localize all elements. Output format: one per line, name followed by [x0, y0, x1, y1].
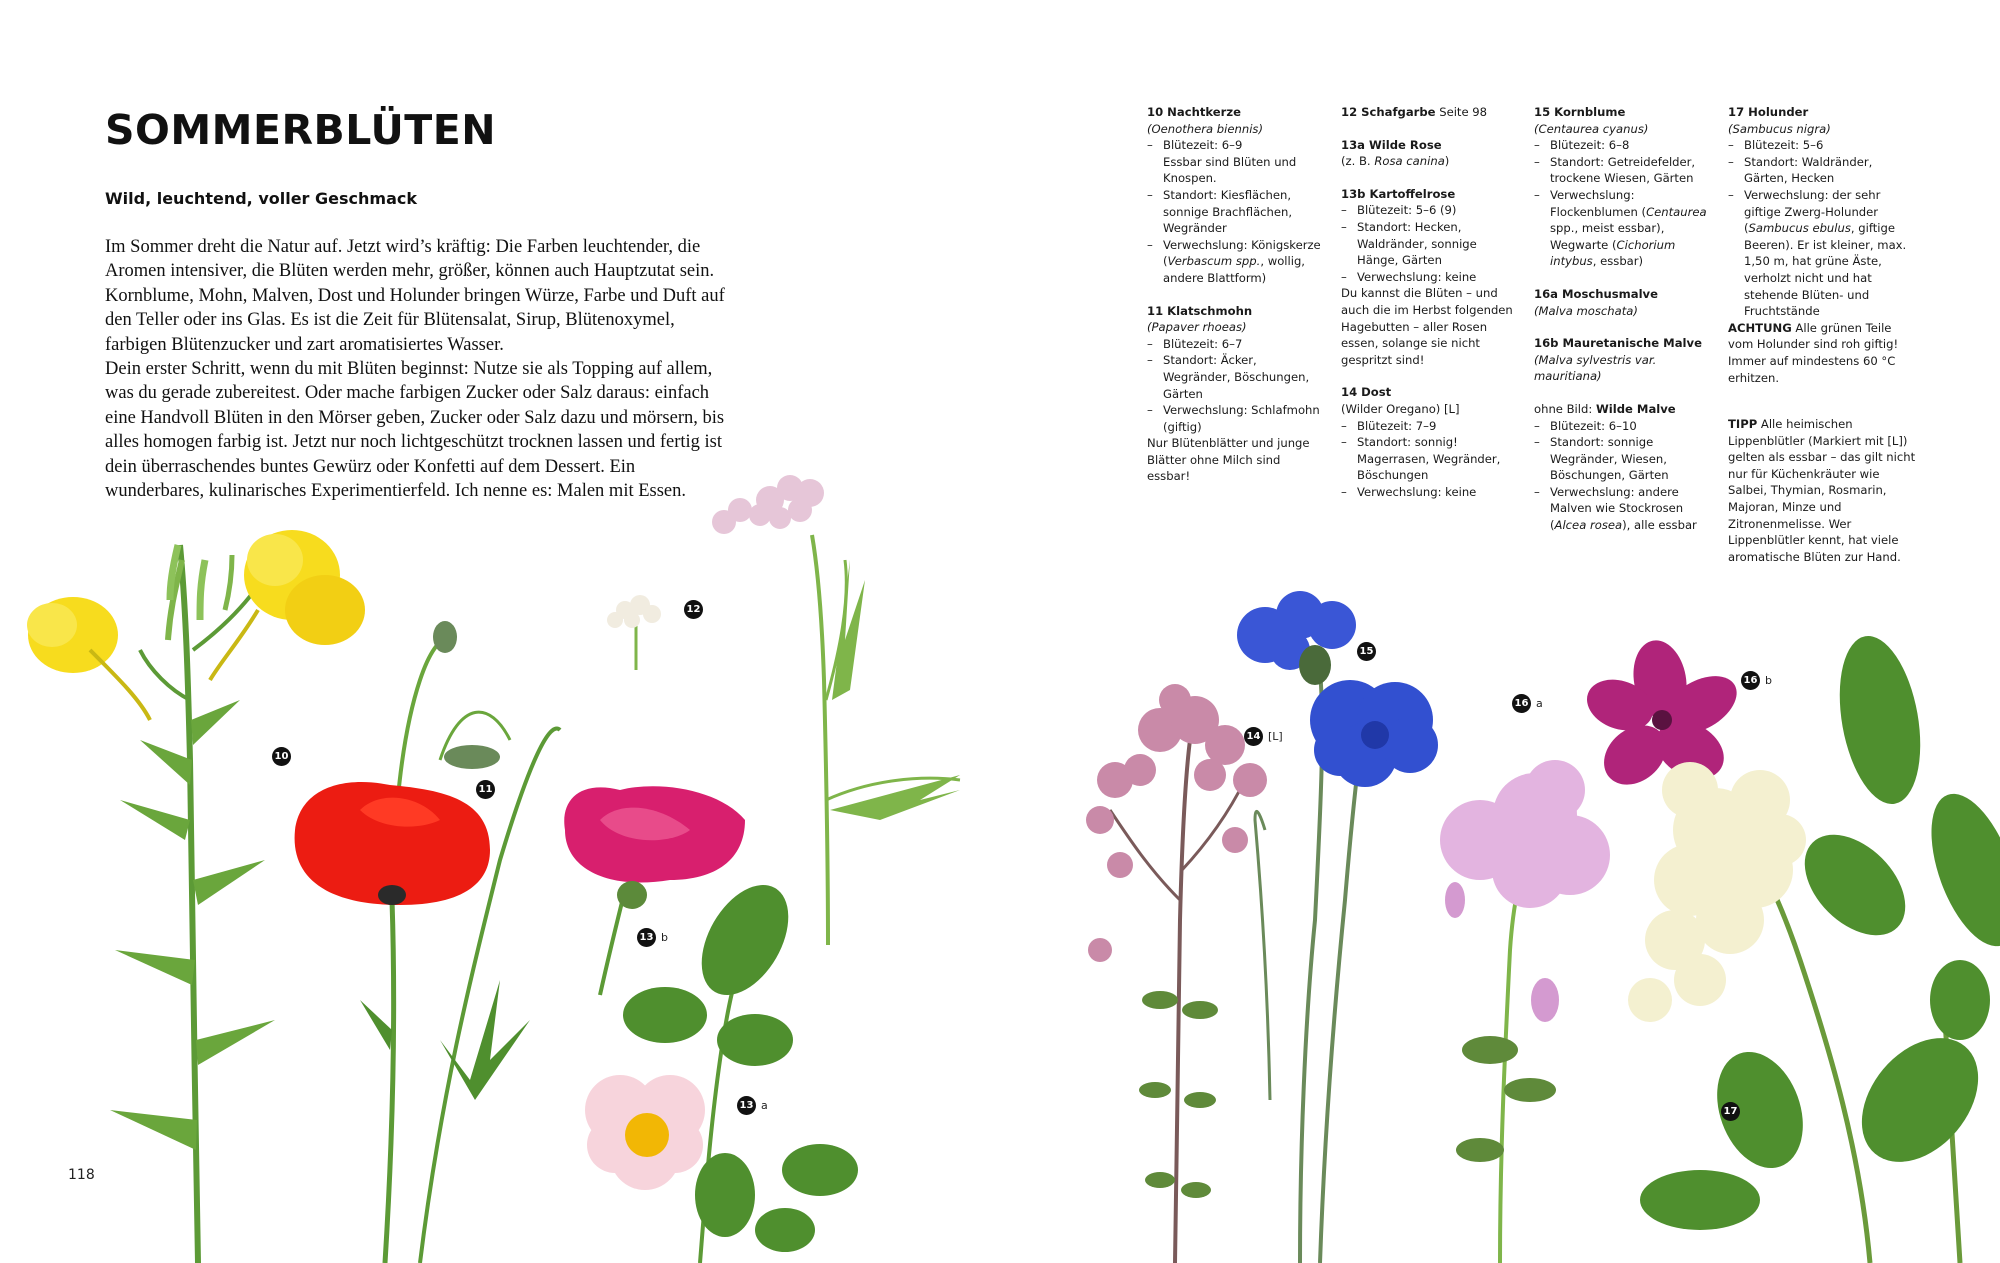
bullet-text: Verwechslung: der sehr giftige Zwerg-Holunder ( [1744, 187, 1881, 236]
entry-name: 16b Mauretanische Malve [1534, 336, 1702, 351]
page-subtitle: Wild, leuchtend, voller Geschmack [105, 189, 417, 208]
entry-dost [1341, 384, 1521, 500]
cornflower-illustration [1237, 591, 1438, 1263]
entry-bullet: – Blütezeit: 7–9 [1341, 418, 1521, 435]
bullet-text: Essbar sind Blüten und Knospen. [1163, 154, 1297, 186]
marker-16b [1741, 671, 1772, 690]
entry-latin: (Malva moschata) [1534, 303, 1638, 318]
marker-15 [1357, 642, 1376, 661]
entry-bullet: – Verwechslung: Schlafmohn (giftig) [1147, 402, 1327, 435]
entry-name: 17 Holunder [1728, 105, 1809, 119]
marker-number: 11 [476, 780, 495, 799]
bullet-text: , giftige Beeren). Er ist kleiner, max. 1,50 m, hat grüne Äste, verholzt nicht und hat stehende Blüten- und Fruchtstände [1744, 221, 1907, 319]
entry-bullet: – Blütezeit: 5–6 [1728, 137, 1918, 154]
entry-latin: (Centaurea cyanus) [1534, 121, 1649, 136]
entry-kartoffelrose [1341, 186, 1521, 369]
tip-box [1728, 416, 1918, 565]
warning-note [1728, 320, 1918, 386]
marker-number: 16 [1512, 694, 1531, 713]
marker-suffix: b [1765, 674, 1772, 687]
oregano-illustration [1086, 684, 1270, 1263]
evening-primrose-illustration [27, 530, 365, 1263]
marker-17 [1721, 1102, 1740, 1121]
entry-bullet: – Blütezeit: 6–7 [1147, 336, 1327, 353]
plant-info-column-1 [1147, 104, 1327, 501]
entry-name: 16a Moschusmalve [1534, 286, 1658, 301]
marker-number: 15 [1357, 642, 1376, 661]
marker-suffix: [L] [1268, 730, 1283, 743]
marker-11 [476, 780, 495, 799]
entry-name: 15 Kornblume [1534, 105, 1626, 119]
bullet-text: Blütezeit: 6–9 [1163, 138, 1243, 153]
entry-nachtkerze [1147, 104, 1327, 287]
entry-name: 10 Nachtkerze [1147, 105, 1241, 119]
entry-prefix: ohne Bild: [1534, 401, 1596, 416]
entry-bullet: – Standort: sonnige Wegränder, Wiesen, Böschungen, Gärten [1534, 434, 1714, 484]
plant-info-column-4 [1728, 104, 1918, 581]
marker-number: 16 [1741, 671, 1760, 690]
entry-wilde-malve [1534, 401, 1714, 534]
entry-bullet [1728, 187, 1918, 320]
entry-subtitle: (Wilder Oregano) [L] [1341, 401, 1460, 416]
page-reference: Seite 98 [1439, 105, 1488, 119]
entry-klatschmohn [1147, 303, 1327, 486]
entry-bullet: – Standort: Waldränder, Gärten, Hecken [1728, 154, 1918, 187]
plant-info-column-2 [1341, 104, 1521, 516]
entry-wilde-rose [1341, 137, 1521, 170]
entry-bullet: – Standort: Getreidefelder, trockene Wiesen, Gärten [1534, 154, 1714, 187]
poppy-illustration [295, 621, 560, 1263]
marker-12 [684, 600, 703, 619]
entry-name: 12 Schafgarbe [1341, 105, 1436, 119]
entry-latin: (Papaver rhoeas) [1147, 320, 1247, 335]
bullet-text: Verwechslung: andere Malven wie Stockrosen ( [1550, 484, 1684, 533]
entry-latin: (Oenothera biennis) [1147, 121, 1263, 136]
entry-bullet: – Standort: Äcker, Wegränder, Böschungen, Gärten [1147, 352, 1327, 402]
bullet-latin: Verbascum spp. [1167, 254, 1261, 269]
entry-latin: (Malva sylvestris var. mauritiana) [1534, 352, 1657, 384]
entry-bullet: – Standort: Hecken, Waldränder, sonnige Hänge, Gärten [1341, 219, 1521, 269]
bullet-latin: Centaurea [1646, 204, 1707, 219]
entry-bullet [1147, 137, 1327, 187]
marker-13b [637, 928, 668, 947]
marker-number: 13 [737, 1096, 756, 1115]
bullet-text: , essbar) [1592, 254, 1644, 269]
entry-bullet: – Verwechslung: keine [1341, 269, 1521, 286]
marker-number: 14 [1244, 727, 1263, 746]
bullet-text: spp., meist essbar), Wegwarte ( [1550, 221, 1665, 252]
entry-holunder [1728, 104, 1918, 386]
entry-bullet: – Blütezeit: 6–10 [1534, 418, 1714, 435]
marker-suffix: a [761, 1099, 768, 1112]
warning-text: Alle grünen Teile vom Holunder sind roh giftig! Immer auf mindestens 60 °C erhitzen. [1728, 320, 1899, 385]
entry-latin: Rosa canina [1374, 154, 1445, 169]
bullet-latin: Sambucus ebulus [1748, 221, 1851, 236]
bullet-text: Verwechslung: Königskerze ( [1163, 237, 1321, 269]
entry-heading [1534, 401, 1714, 418]
entry-note: Nur Blütenblätter und junge Blätter ohne Milch sind essbar! [1147, 436, 1310, 484]
entry-latin-suffix: ) [1444, 154, 1450, 169]
entry-mauretanische-malve [1534, 335, 1714, 385]
marker-number: 13 [637, 928, 656, 947]
marker-number: 10 [272, 747, 291, 766]
entry-schafgarbe [1341, 104, 1521, 121]
entry-bullet [1147, 237, 1327, 287]
entry-name: Wilde Malve [1595, 401, 1676, 416]
entry-bullet: – Standort: sonnig! Magerrasen, Wegränder, Böschungen [1341, 434, 1521, 484]
entry-bullet: – Blütezeit: 5–6 (9) [1341, 202, 1521, 219]
page-number: 118 [68, 1167, 95, 1183]
marker-16a [1512, 694, 1543, 713]
marker-suffix: a [1536, 697, 1543, 710]
entry-bullet: – Standort: Kiesflächen, sonnige Brachflächen, Wegränder [1147, 187, 1327, 237]
entry-bullet [1534, 187, 1714, 270]
intro-paragraph-1: Im Sommer dreht die Natur auf. Jetzt wird’s kräftig: Die Farben leuchtender, die Aromen intensiver, die Blüten werden mehr, größer, können auch Hauptzutat sein. Kornblume, Mohn, Malven, Dost und Holunder bringen Würze, Farbe und Duft auf den Teller oder ins Glas. Es ist die Zeit für Blütensalat, Sirup, Blütenoxymel, farbigen Blütenzucker und zart aromatisiertes Wasser. [105, 237, 725, 355]
entry-latin-prefix: (z. B. [1341, 154, 1375, 169]
entry-bullet: – Verwechslung: keine [1341, 484, 1521, 501]
entry-note: Du kannst die Blüten – und auch die im Herbst folgenden Hagebutten – aller Rosen essen, solange sie nicht gespritzt sind! [1341, 286, 1513, 367]
entry-name: 14 Dost [1341, 385, 1392, 400]
bullet-text: ), alle essbar [1622, 518, 1697, 533]
entry-name: 13b Kartoffelrose [1341, 186, 1456, 201]
marker-suffix: b [661, 931, 668, 944]
entry-kornblume [1534, 104, 1714, 270]
bullet-text: Verwechslung: Flockenblumen ( [1550, 187, 1647, 219]
plant-info-column-3 [1534, 104, 1714, 550]
warning-keyword: ACHTUNG [1728, 320, 1792, 335]
marker-number: 17 [1721, 1102, 1740, 1121]
entry-name: 11 Klatschmohn [1147, 303, 1253, 318]
entry-name: 13a Wilde Rose [1341, 137, 1442, 152]
rose-illustration [564, 786, 858, 1263]
bullet-latin: Cichorium intybus [1550, 237, 1676, 269]
tip-text: Alle heimischen Lippenblütler (Markiert mit [L]) gelten als essbar – das gilt nicht nur für Küchenkräuter wie Salbei, Thymian, Rosmarin, Majoran, Minze und Zitronenmelisse. Wer Lippenblütler kennt, hat viele aromatische Blüten zur Hand. [1728, 417, 1916, 564]
entry-bullet [1534, 484, 1714, 534]
entry-latin: (Sambucus nigra) [1728, 121, 1831, 136]
intro-paragraph-2: Dein erster Schritt, wenn du mit Blüten beginnst: Nutze sie als Topping auf allem, was du gerade zubereitest. Oder mache farbigen Zucker oder Salz daraus: einfach eine Handvoll Blüten in den Mörser geben, Zucker oder Salz dazu und mörsern, bis alles homogen farbig ist. Jetzt nur noch lichtgeschützt trocknen lassen und fertig ist dein überraschendes buntes Gewürz oder Konfetti auf dem Dessert. Ein wunderbares, kulinarisches Experimentierfeld. Ich nenne es: Malen mit Essen. [105, 359, 725, 502]
tip-note [1728, 416, 1918, 565]
tip-keyword: TIPP [1728, 417, 1758, 432]
page-title: SOMMERBLÜTEN [105, 106, 497, 154]
bullet-latin: Alcea rosea [1554, 518, 1623, 533]
entry-bullet: – Blütezeit: 6–8 [1534, 137, 1714, 154]
entry-moschusmalve [1534, 286, 1714, 319]
marker-13a [737, 1096, 768, 1115]
bullet-text: , wollig, andere Blattform) [1163, 254, 1305, 285]
marker-number: 12 [684, 600, 703, 619]
marker-14 [1244, 727, 1283, 746]
marker-10 [272, 747, 291, 766]
